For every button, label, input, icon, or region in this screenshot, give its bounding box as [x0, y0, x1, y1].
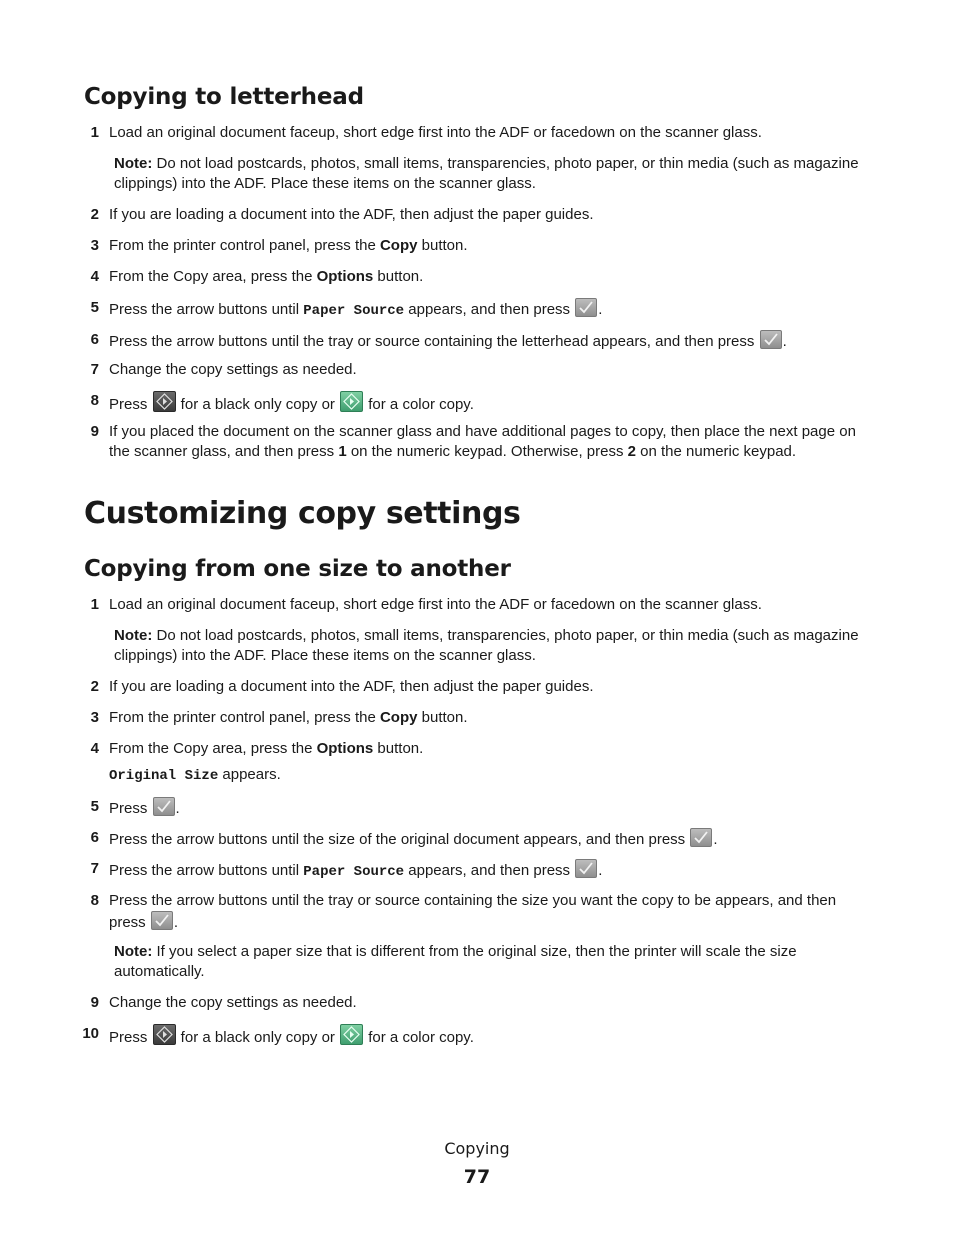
footer-chapter: Copying [444, 1139, 510, 1158]
black-start-button-icon [153, 1024, 176, 1045]
step-7: 7 Change the copy settings as needed. [90, 361, 357, 378]
step-4: 4 From the Copy area, press the Options button. [90, 740, 424, 757]
check-button-icon [575, 859, 597, 878]
page-title: Customizing copy settings [84, 496, 521, 531]
check-button-icon [690, 828, 712, 847]
step-10: 10 Press for a black only copy or for a color copy. [82, 1025, 474, 1046]
note: Note: If you select a paper size that is different from the original size, then the printer will scale the size automatically. [114, 943, 797, 980]
step-6: 6 Press the arrow buttons until the size of the original document appears, and then press . [90, 829, 718, 848]
step-1: 1 Load an original document faceup, short edge first into the ADF or facedown on the scanner glass. [90, 124, 762, 141]
step-7: 7 Press the arrow buttons until Paper Source appears, and then press . [90, 860, 603, 880]
step-2: 2 If you are loading a document into the ADF, then adjust the paper guides. [90, 206, 594, 223]
step-5: 5 Press the arrow buttons until Paper Source appears, and then press . [90, 299, 603, 319]
step-1: 1 Load an original document faceup, short edge first into the ADF or facedown on the scanner glass. [90, 596, 762, 613]
step-3: 3 From the printer control panel, press the Copy button. [90, 237, 468, 254]
step-2: 2 If you are loading a document into the ADF, then adjust the paper guides. [90, 678, 594, 695]
step-4-result: Original Size appears. [109, 766, 281, 784]
color-start-button-icon [340, 391, 363, 412]
step-9: 9 If you placed the document on the scanner glass and have additional pages to copy, then place the next page on the scanner glass, and then press 1 on the numeric keypad. Otherwise, press 2 on the numeric keypad. [90, 423, 856, 460]
step-8: 8 Press the arrow buttons until the tray or source containing the size you want the copy to be appears, and then press . [90, 892, 837, 931]
step-6: 6 Press the arrow buttons until the tray or source containing the letterhead appears, and then press . [90, 331, 787, 350]
check-button-icon [575, 298, 597, 317]
step-5: 5 Press . [90, 798, 180, 817]
section-heading-size: Copying from one size to another [84, 556, 511, 582]
check-button-icon [151, 911, 173, 930]
step-3: 3 From the printer control panel, press the Copy button. [90, 709, 468, 726]
note: Note: Do not load postcards, photos, small items, transparencies, photo paper, or thin media (such as magazine clippings) into the ADF. Place these items on the scanner glass. [114, 627, 859, 664]
color-start-button-icon [340, 1024, 363, 1045]
note: Note: Do not load postcards, photos, small items, transparencies, photo paper, or thin media (such as magazine clippings) into the ADF. Place these items on the scanner glass. [114, 155, 859, 192]
check-button-icon [760, 330, 782, 349]
step-4: 4 From the Copy area, press the Options button. [90, 268, 424, 285]
black-start-button-icon [153, 391, 176, 412]
step-8: 8 Press for a black only copy or for a color copy. [90, 392, 474, 413]
check-button-icon [153, 797, 175, 816]
page-number: 77 [463, 1166, 491, 1188]
section-heading-letterhead: Copying to letterhead [84, 84, 364, 110]
step-9: 9 Change the copy settings as needed. [90, 994, 357, 1011]
